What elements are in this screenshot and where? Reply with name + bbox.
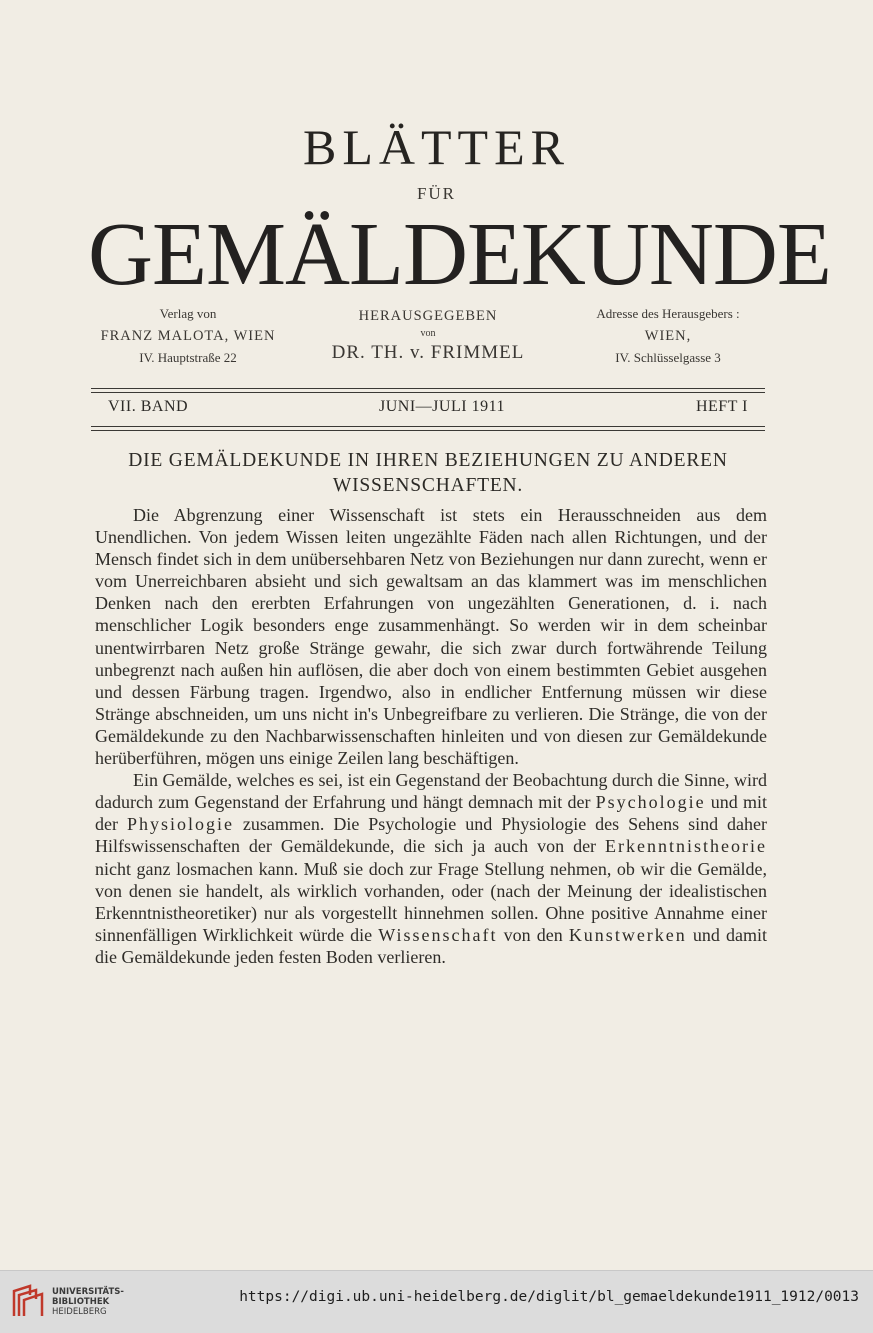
divider-rule [91, 430, 765, 431]
publisher-label: Verlag von [159, 306, 217, 321]
spaced-term: Physiologie [126, 814, 234, 835]
paragraph-text: zusammen. Die Psychologie und Physiologie des Sehens sind daher Hilfswissenschaften der Gemäldekunde, die sich ja auch von der [95, 814, 768, 857]
library-name-line: UNIVERSITÄTS- [52, 1287, 124, 1297]
divider-rule [91, 426, 765, 427]
publisher-block [88, 304, 288, 368]
spaced-term: Wissenschaft [378, 924, 498, 945]
editor-label: HERAUSGEGEBEN [358, 308, 498, 324]
issue-info-row [108, 398, 748, 416]
library-name-line: BIBLIOTHEK [52, 1297, 110, 1307]
article-title-line: WISSENSCHAFTEN. [332, 475, 524, 496]
issue-date: JUNI—JULI 1911 [379, 398, 505, 415]
paragraph-text: und mit der [95, 792, 767, 835]
library-name [52, 1287, 124, 1317]
article-paragraph [95, 769, 767, 968]
editor-address-label: Adresse des Herausgebers : [596, 306, 740, 321]
editor-name: DR. TH. v. FRIMMEL [331, 342, 525, 363]
spaced-term: Erkenntnistheorie [605, 836, 767, 857]
publisher-address: IV. Hauptstraße 22 [139, 350, 237, 365]
paragraph-text: und damit die Gemäldekunde jeden festen Boden verlieren. [95, 924, 767, 967]
journal-title-main: GEMÄLDEKUNDE [88, 205, 831, 304]
paragraph-text: Die Abgrenzung einer Wissenschaft ist stets ein Herausschneiden aus dem Unendlichen. Von jedem Wissen leiten ungezählte Fäden nach allen Richtungen, und der Mensch findet sich in dem unübersehbaren Netz von Beziehungen nur dann zurecht, wenn er vom Unerreichbaren absieht und sich gewaltsam an das klammert was im menschlichen Denken nach den ererbten Erfahrungen von ungezählten Generationen, d. i. nach menschlicher Logik besonders enge zusammenhängt. So werden wir in dem scheinbar unentwirrbaren Netz große Stränge gewahr, die sich zwar durch fortwährende Teilung unbegrenzt nach außen hin auflösen, die aber doch von einem bestimmten Gebiet ausgehen und dessen Färbung tragen. Irgendwo, also in endlicher Entfernung müssen wir diese Stränge abschneiden, um uns nicht in's Unbegreifbare zu verlieren. Die Stränge, die von der Gemäldekunde zu den Nachbarwissenschaften hinleiten und von diesen zur Gemäldekunde herüberführen, mögen uns einige Zeilen lang beschäftigen. [95, 505, 767, 769]
editor-street: IV. Schlüsselgasse 3 [615, 350, 721, 365]
library-logo-icon[interactable] [10, 1283, 46, 1319]
divider-rule [91, 392, 765, 393]
paragraph-text: von den [497, 924, 569, 945]
paragraph-text: Ein Gemälde, welches es sei, ist ein Gegenstand der Beobachtung durch die Sinne, wird dadurch zum Gegenstand der Erfahrung und hängt demnach mit der [95, 770, 767, 813]
permalink-url[interactable]: https://digi.ub.uni-heidelberg.de/diglit/bl_gemaeldekunde1911_1912/0013 [239, 1289, 859, 1305]
spaced-term: Psychologie [595, 792, 706, 813]
library-name-line: HEIDELBERG [52, 1307, 107, 1317]
volume-label: VII. BAND [108, 398, 189, 415]
article-title-line: DIE GEMÄLDEKUNDE IN IHREN BEZIEHUNGEN ZU ANDEREN [128, 450, 728, 471]
issue-number: HEFT I [695, 398, 748, 415]
spaced-term: Kunstwerken [568, 924, 687, 945]
article-body [95, 504, 767, 968]
editor-block [310, 304, 546, 366]
editor-address-block [568, 304, 768, 368]
editor-von: von [420, 328, 436, 339]
journal-title-connector: FÜR [416, 184, 457, 203]
paragraph-text: nicht ganz losmachen kann. Muß sie doch zur Frage Stellung nehmen, ob wir die Gemälde, von denen sie handelt, als wirklich vorhanden, oder (nach der Meinung der idealistischen Erkenntnistheoretiker) nur als vorgestellt hinnehmen sollen. Ohne positive Annahme einer sinnenfälligen Wirklichkeit würde die [95, 858, 767, 945]
viewer-footer [0, 1270, 873, 1333]
editor-city: WIEN, [644, 328, 692, 344]
journal-title-top: BLÄTTER [303, 119, 570, 175]
article-paragraph [95, 504, 767, 769]
publisher-name: FRANZ MALOTA, WIEN [100, 328, 276, 344]
article-title [88, 448, 768, 498]
divider-rule [91, 388, 765, 389]
